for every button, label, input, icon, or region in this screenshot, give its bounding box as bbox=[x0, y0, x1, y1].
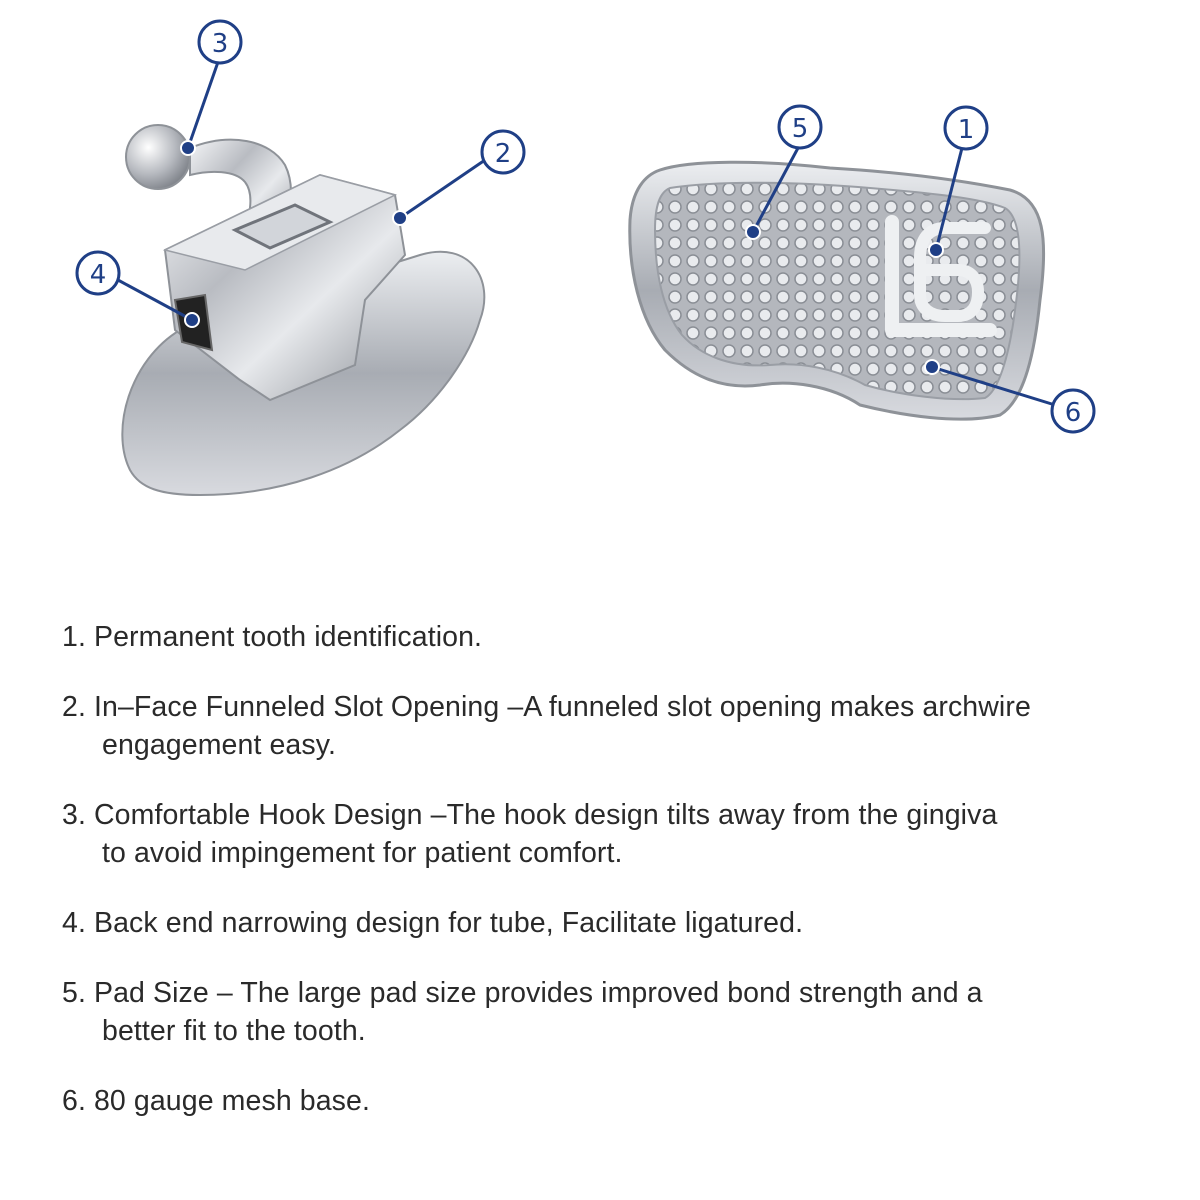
feature-text: 3. Comfortable Hook Design –The hook design tilts away from the gingiva bbox=[62, 799, 998, 831]
feature-item bbox=[62, 974, 1172, 1050]
callout-4 bbox=[77, 252, 119, 294]
feature-item bbox=[62, 688, 1172, 764]
callout-4-label: 4 bbox=[89, 260, 107, 290]
callout-2 bbox=[482, 131, 524, 173]
callout-3 bbox=[199, 21, 241, 63]
callout-5 bbox=[779, 106, 821, 148]
hook-ball bbox=[126, 125, 190, 189]
feature-text-continued: to avoid impingement for patient comfort. bbox=[102, 837, 623, 869]
callout-2-label: 2 bbox=[494, 139, 512, 169]
callout-1-label: 1 bbox=[957, 115, 975, 145]
callout-6-label: 6 bbox=[1064, 398, 1082, 428]
feature-text: 5. Pad Size – The large pad size provides improved bond strength and a bbox=[62, 977, 983, 1009]
callout-3-label: 3 bbox=[211, 29, 229, 59]
product-illustration bbox=[0, 0, 1200, 560]
feature-item bbox=[62, 904, 1172, 942]
feature-text: 2. In–Face Funneled Slot Opening –A funneled slot opening makes archwire bbox=[62, 691, 1031, 723]
feature-text: 1. Permanent tooth identification. bbox=[62, 621, 483, 653]
feature-text: 6. 80 gauge mesh base. bbox=[62, 1085, 371, 1117]
feature-text: 4. Back end narrowing design for tube, Facilitate ligatured. bbox=[62, 907, 804, 939]
feature-list bbox=[62, 618, 1172, 1120]
callout-5-label: 5 bbox=[791, 114, 809, 144]
feature-item bbox=[62, 1082, 1172, 1120]
feature-text-continued: better fit to the tooth. bbox=[102, 1015, 366, 1047]
callout-1 bbox=[945, 107, 987, 149]
feature-text-continued: engagement easy. bbox=[102, 729, 336, 761]
mesh-pad-image bbox=[630, 162, 1044, 419]
callout-6 bbox=[1052, 390, 1094, 432]
feature-item bbox=[62, 618, 1172, 656]
feature-item bbox=[62, 796, 1172, 872]
